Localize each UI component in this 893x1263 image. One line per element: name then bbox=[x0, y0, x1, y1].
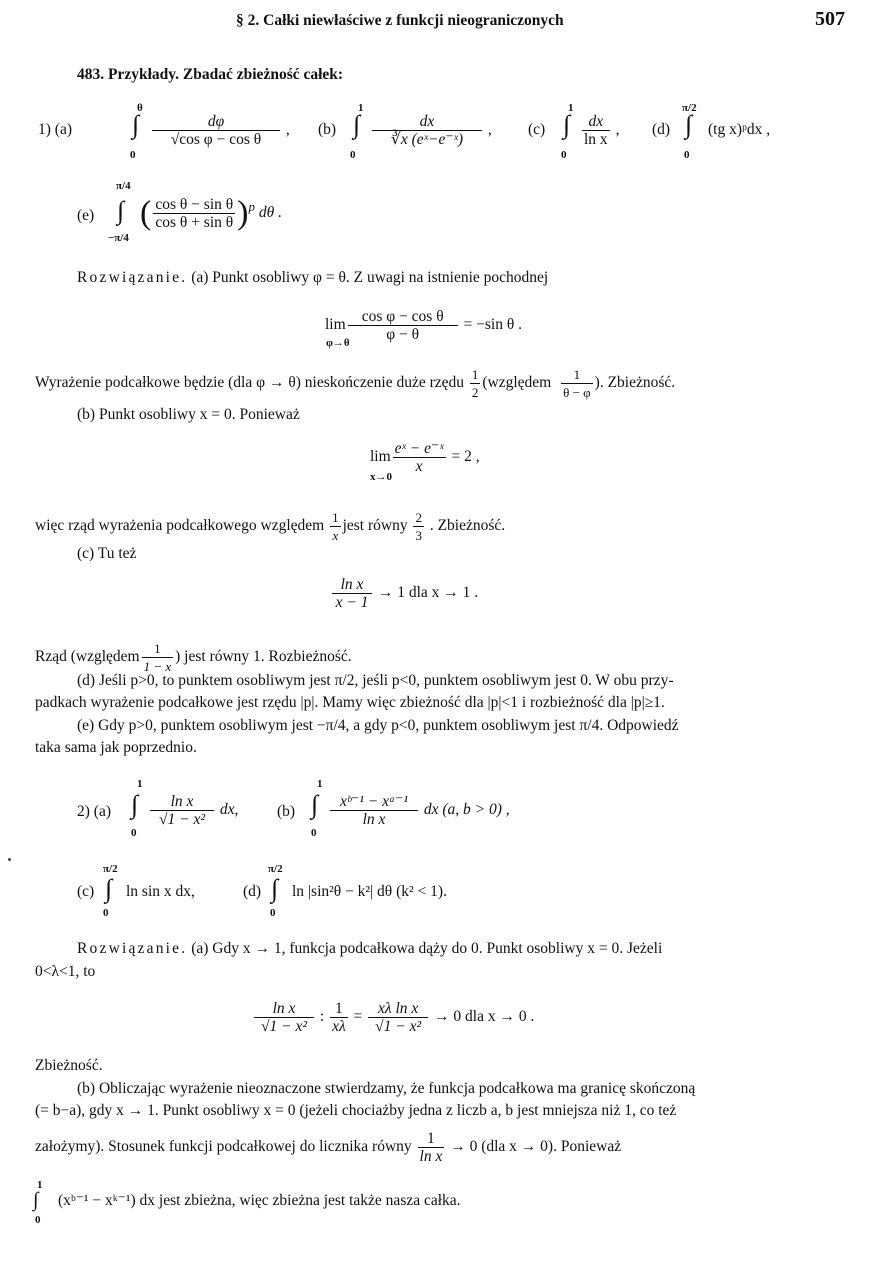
numerator: xᵇ⁻¹ − xᵃ⁻¹ bbox=[340, 793, 408, 810]
running-header: § 2. Całki niewłaściwe z funkcji nieograniczonych bbox=[236, 12, 564, 29]
denominator: √1 − x² bbox=[368, 1017, 428, 1035]
int-a-upper: θ bbox=[137, 102, 143, 114]
integral-sign: ∫ bbox=[353, 110, 361, 139]
speck bbox=[8, 858, 11, 861]
line-text: więc rząd wyrażenia podcałkowego względem bbox=[35, 517, 325, 535]
solution-e-line2: taka sama jak poprzednio. bbox=[35, 739, 197, 756]
int-2d-upper: π/2 bbox=[268, 863, 283, 875]
limit-rhs: = −sin θ . bbox=[463, 316, 523, 334]
int-c-upper: 1 bbox=[568, 102, 574, 114]
int-b-lower: 0 bbox=[350, 149, 356, 161]
end-text: . Zbieżność. bbox=[429, 517, 506, 535]
differential: dx (a, b > 0) , bbox=[423, 801, 510, 819]
solution-2a-conclusion: Zbieżność. bbox=[35, 1057, 103, 1074]
part2-d-label: (d) bbox=[243, 883, 262, 900]
denominator: √1 − x² bbox=[150, 810, 214, 828]
wrt-text: (względem bbox=[482, 374, 552, 392]
solution-2 bbox=[77, 940, 662, 958]
denominator: ln x bbox=[330, 810, 418, 828]
denominator: φ − θ bbox=[348, 325, 458, 343]
part1-e-label: (e) bbox=[77, 207, 95, 224]
differential: dx, bbox=[219, 801, 239, 819]
integral-sign: ∫ bbox=[131, 790, 139, 819]
denominator: 2 bbox=[471, 385, 479, 400]
limit-sub: φ→θ bbox=[326, 337, 350, 349]
mid-text: jest równy bbox=[342, 517, 408, 535]
solution-a-text: (a) Punkt osobliwy φ = θ. Z uwagi na istnienie pochodnej bbox=[191, 269, 549, 286]
numerator: 1 bbox=[573, 367, 581, 382]
part1-d-label: (d) bbox=[652, 121, 671, 138]
solution-2b-line1: (b) Obliczając wyrażenie nieoznaczone stwierdzamy, że funkcja podcałkowa ma granicę skończoną bbox=[77, 1080, 696, 1097]
fraction-2b bbox=[328, 793, 510, 828]
denominator: ln x bbox=[419, 1148, 443, 1165]
int-2b-sol-upper: 1 bbox=[37, 1179, 43, 1191]
solution-2a-line2: 0<λ<1, to bbox=[35, 963, 96, 980]
int-2b-upper: 1 bbox=[317, 778, 323, 790]
int-2c-lower: 0 bbox=[103, 907, 109, 919]
equals: = bbox=[353, 1008, 363, 1026]
solution-d-line2: padkach wyrażenie podcałkowe jest rzędu |p|. Mamy więc zbieżność dla |p|<1 i rozbieżność dla |p|≥1. bbox=[35, 694, 665, 711]
int-e-upper: π/4 bbox=[116, 180, 131, 192]
int-2d-lower: 0 bbox=[270, 907, 276, 919]
integral-sign: ∫ bbox=[271, 874, 279, 903]
line-text: założymy). Stosunek funkcji podcałkowej do licznika równy bbox=[35, 1138, 412, 1156]
numerator: ln x bbox=[272, 1000, 296, 1017]
integral-sign: ∫ bbox=[311, 790, 319, 819]
numerator: 1 bbox=[332, 510, 339, 525]
limit-2: lim $\frac{\text{eˣ − e⁻ˣ}}{x}$ = 2 , bbox=[370, 440, 480, 475]
int-c-lower: 0 bbox=[561, 149, 567, 161]
line-text: Wyrażenie podcałkowe będzie (dla φ → θ) nieskończenie duże rzędu bbox=[35, 374, 464, 392]
solution-a-text: (a) Gdy x → 1, funkcja podcałkowa dąży do 0. Punkt osobliwy x = 0. Jeżeli bbox=[191, 940, 663, 957]
solution-c-text: (c) Tu też bbox=[77, 545, 137, 562]
ratio-rhs: → 0 dla x → 0 . bbox=[434, 1008, 535, 1026]
denominator: √1 − x² bbox=[254, 1017, 314, 1035]
fraction-2a bbox=[148, 793, 238, 828]
colon: : bbox=[319, 1008, 325, 1026]
solution-heading: Rozwiązanie. bbox=[77, 940, 188, 957]
denominator: 3 bbox=[415, 528, 422, 543]
denominator: ln x bbox=[584, 131, 608, 148]
integral-sign: ∫ bbox=[33, 1189, 39, 1211]
part1-label: 1) (a) bbox=[38, 121, 72, 138]
ratio-2a bbox=[252, 1000, 534, 1035]
end-text: → 0 (dla x → 0). Ponieważ bbox=[450, 1138, 622, 1156]
numerator: dx bbox=[588, 113, 604, 130]
solution-d-line1: (d) Jeśli p>0, to punktem osobliwym jest π/2, jeśli p<0, punktem osobliwym jest 0. W obu przy- bbox=[77, 672, 674, 689]
denominator: x bbox=[330, 526, 341, 544]
integral-sign: ∫ bbox=[563, 110, 571, 139]
denominator: ∛x (eˣ−e⁻ˣ) bbox=[372, 130, 482, 148]
end-text: ). Zbieżność. bbox=[594, 374, 676, 392]
int-2c-upper: π/2 bbox=[103, 863, 118, 875]
solution-a-line2 bbox=[35, 366, 675, 401]
integral-sign: ∫ bbox=[685, 110, 693, 139]
numerator: xλ ln x bbox=[378, 1000, 419, 1017]
example-title: 483. Przykłady. Zbadać zbieżność całek: bbox=[77, 66, 344, 83]
numerator: 2 bbox=[415, 510, 422, 525]
fraction-e: ( $\frac{\text{cos θ − sin θ}}{\text{cos θ + sin θ}}$ )$^p$ dθ . bbox=[140, 194, 282, 232]
integrand-2d: ln |sin²θ − k²| dθ (k² < 1). bbox=[292, 883, 447, 900]
solution-2b-line2: (= b−a), gdy x → 1. Punkt osobliwy x = 0 (jeżeli chociażby jedna z liczb a, b jest mniejsza niż 1, co też bbox=[35, 1102, 677, 1119]
limit-rhs: = 2 , bbox=[451, 448, 480, 466]
denominator: cos θ + sin θ bbox=[155, 214, 234, 231]
solution-2b-line3 bbox=[35, 1130, 621, 1165]
end-text: ) jest równy 1. Rozbieżność. bbox=[175, 648, 352, 666]
denominator: x − 1 bbox=[332, 593, 372, 611]
int-2a-upper: 1 bbox=[137, 778, 143, 790]
numerator: ln x bbox=[170, 793, 194, 810]
int-a-lower: 0 bbox=[130, 149, 136, 161]
denominator: √cos φ − cos θ bbox=[152, 130, 280, 148]
limit-1: lim $\frac{\text{cos φ − cos θ}}{\varphi - \theta}$ = −sin θ . bbox=[325, 308, 523, 343]
solution-1 bbox=[77, 269, 548, 287]
ratio-c bbox=[330, 576, 478, 611]
int-b-upper: 1 bbox=[358, 102, 364, 114]
line-text: Rząd (względem bbox=[35, 648, 140, 666]
numerator: 1 bbox=[334, 1000, 343, 1017]
numerator: 1 bbox=[154, 641, 161, 656]
solution-b-text: (b) Punkt osobliwy x = 0. Ponieważ bbox=[77, 406, 300, 423]
int-d-lower: 0 bbox=[684, 149, 690, 161]
part1-c-label: (c) bbox=[528, 121, 546, 138]
fraction-b: $\frac{dx}{\text{∛x (eˣ−e⁻ˣ)}}$ , bbox=[370, 113, 492, 148]
integral-sign: ∫ bbox=[105, 874, 113, 903]
solution-c-line2 bbox=[35, 640, 352, 675]
differential: dθ . bbox=[258, 204, 282, 222]
denominator: θ − φ bbox=[563, 385, 591, 400]
numerator: 1 bbox=[427, 1130, 435, 1147]
ratio-rhs: → 1 dla x → 1 . bbox=[377, 584, 479, 602]
exponent: p bbox=[248, 198, 255, 214]
denominator: xλ bbox=[332, 1018, 346, 1035]
denominator: 1 − x bbox=[143, 659, 172, 674]
solution-e-line1: (e) Gdy p>0, punktem osobliwym jest −π/4, a gdy p<0, punktem osobliwym jest π/4. Odpowiedź bbox=[77, 717, 679, 734]
integrand-d: (tg x)ᵖdx , bbox=[708, 121, 771, 138]
numerator: dφ bbox=[207, 113, 225, 130]
int-e-lower: −π/4 bbox=[108, 232, 129, 244]
part1-b-label: (b) bbox=[318, 121, 337, 138]
fraction-c: $\frac{dx}{\text{ln x}}$ , bbox=[584, 113, 620, 148]
integral-sign: ∫ bbox=[117, 196, 125, 225]
numerator: eˣ − e⁻ˣ bbox=[394, 440, 444, 457]
numerator: cos φ − cos θ bbox=[361, 308, 444, 325]
int-2a-lower: 0 bbox=[131, 827, 137, 839]
integrand-2c: ln sin x dx, bbox=[126, 883, 195, 900]
integral-sign: ∫ bbox=[132, 110, 140, 139]
page-number: 507 bbox=[815, 8, 845, 30]
solution-b-line2 bbox=[35, 509, 505, 544]
fraction-a: $\frac{d\varphi}{\text{√cos φ − cos θ}}$ , bbox=[150, 113, 290, 148]
int-2b-sol-lower: 0 bbox=[35, 1214, 41, 1226]
numerator: dx bbox=[419, 113, 435, 130]
solution-2b-line4: (xᵇ⁻¹ − xᵏ⁻¹) dx jest zbieżna, więc zbieżna jest także nasza całka. bbox=[58, 1192, 461, 1209]
int-d-upper: π/2 bbox=[682, 102, 697, 114]
numerator: 1 bbox=[471, 367, 479, 382]
denominator: x bbox=[393, 457, 446, 475]
solution-heading: Rozwiązanie. bbox=[77, 269, 188, 286]
int-2b-lower: 0 bbox=[311, 827, 317, 839]
part2-label: 2) (a) bbox=[77, 803, 111, 820]
part2-c-label: (c) bbox=[77, 883, 95, 900]
part2-b-label: (b) bbox=[277, 803, 296, 820]
limit-sub: x→0 bbox=[370, 471, 392, 483]
numerator: cos θ − sin θ bbox=[155, 196, 234, 213]
numerator: ln x bbox=[340, 576, 364, 593]
